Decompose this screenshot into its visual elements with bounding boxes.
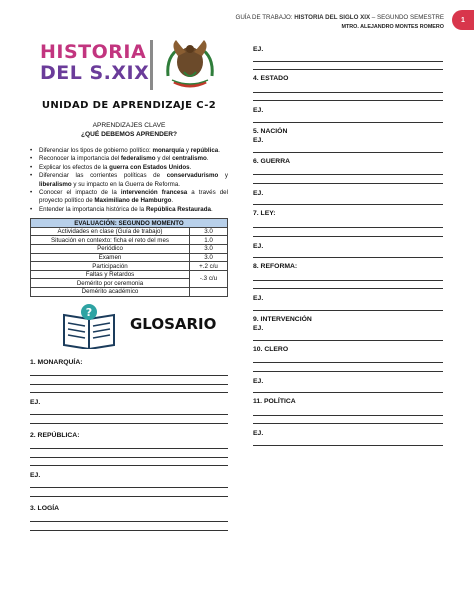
table-cell: 3.0	[190, 253, 228, 262]
header-title: GUÍA DE TRABAJO: HISTORIA DEL SIGLO XIX – SEGUNDO SEMESTRE	[235, 14, 444, 21]
table-row	[31, 262, 228, 271]
table-row	[31, 245, 228, 254]
example-lines[interactable]	[253, 250, 443, 259]
table-cell: -.3 c/u	[190, 270, 228, 287]
example-label: EJ.	[253, 430, 264, 438]
answer-lines[interactable]	[253, 219, 443, 236]
answer-lines[interactable]	[253, 355, 443, 372]
example-lines[interactable]	[253, 332, 443, 341]
answer-lines[interactable]	[30, 368, 228, 394]
mexican-eagle-seal-icon	[160, 36, 220, 94]
term-label: 9. INTERVENCIÓN	[253, 315, 312, 323]
example-label: EJ.	[253, 295, 264, 303]
example-label: EJ.	[253, 324, 264, 332]
table-cell: Periódico	[31, 245, 190, 254]
page-number-badge: 1	[452, 10, 474, 30]
term-estado	[253, 75, 443, 123]
example-lines[interactable]	[253, 53, 443, 70]
list-item: • Entender la importancia histórica de la República Restaurada.	[30, 206, 228, 214]
table-cell: Actividades en clase (Guía de trabajo)	[31, 227, 190, 236]
example-label: EJ.	[253, 46, 264, 53]
key-learnings-label: APRENDIZAJES CLAVE	[92, 122, 166, 129]
term-label: 10. CLERO	[253, 345, 289, 353]
term-label: 7. LEY:	[253, 210, 276, 218]
logo-line1: HISTORIA	[40, 41, 147, 63]
term-guerra	[253, 158, 443, 206]
left-column	[30, 34, 228, 531]
table-row	[31, 236, 228, 245]
key-learnings-question: ¿QUÉ DEBEMOS APRENDER?	[80, 131, 178, 138]
table-cell: Examen	[31, 253, 190, 262]
table-row	[31, 227, 228, 236]
table-row	[31, 270, 228, 279]
logo-divider	[150, 40, 153, 90]
answer-lines[interactable]	[253, 167, 443, 184]
list-item: • Diferenciar las corrientes políticas de conservadurismo y liberalismo y su impacto en la Guerra de Reforma.	[30, 172, 228, 189]
table-cell	[190, 288, 228, 297]
example-label: EJ.	[253, 242, 264, 250]
term-label: 6. GUERRA	[253, 157, 291, 165]
term-label: 1. MONARQUÍA:	[30, 358, 83, 366]
term-label: 5. NACIÓN	[253, 127, 288, 135]
list-item: • Reconocer la importancia del federalismo y del centralismo.	[30, 155, 228, 163]
key-learnings-heading	[30, 121, 228, 139]
objectives-list	[30, 147, 228, 214]
example-lines[interactable]	[253, 114, 443, 123]
glossary-title: GLOSARIO	[130, 314, 217, 333]
term-clero	[253, 346, 443, 394]
example-label: EJ.	[253, 136, 264, 144]
term-ley	[253, 210, 443, 258]
example-label: EJ.	[253, 377, 264, 385]
open-book-icon	[60, 303, 118, 349]
term-republica	[30, 432, 228, 497]
list-item: • Diferenciar los tipos de gobierno político: monarquía y república.	[30, 147, 228, 155]
list-item: • Explicar los efectos de la guerra con Estados Unidos.	[30, 164, 228, 172]
term-label: 8. REFORMA:	[253, 263, 298, 271]
term-reforma	[253, 263, 443, 311]
course-logo	[40, 42, 149, 84]
table-row	[31, 253, 228, 262]
evaluation-heading: EVALUACIÓN: SEGUNDO MOMENTO	[31, 219, 228, 228]
right-column	[253, 40, 443, 446]
example-lines[interactable]	[253, 144, 443, 153]
svg-text:?: ?	[85, 305, 93, 319]
table-cell: Faltas y Retardos	[31, 270, 190, 279]
term-nacion	[253, 128, 443, 153]
table-cell: 3.0	[190, 227, 228, 236]
table-row	[31, 288, 228, 297]
example-label: EJ.	[253, 107, 264, 115]
term-label: 3. LOGÍA	[30, 504, 60, 512]
term-logia	[30, 505, 228, 531]
unit-title: UNIDAD DE APRENDIZAJE C-2	[41, 100, 217, 111]
table-cell: 3.0	[190, 245, 228, 254]
answer-lines[interactable]	[253, 272, 443, 289]
example-lines[interactable]	[253, 302, 443, 311]
answer-lines[interactable]	[30, 514, 228, 531]
logo-line2: DEL S.XIX	[40, 62, 150, 84]
term-label: 11. POLÍTICA	[253, 398, 296, 406]
answer-lines[interactable]	[30, 441, 228, 467]
example-lines[interactable]	[253, 437, 443, 446]
answer-lines[interactable]	[253, 84, 443, 101]
table-cell: +.2 c/u	[190, 262, 228, 271]
logo-row	[30, 34, 228, 96]
table-cell: 1.0	[190, 236, 228, 245]
term-intervencion	[253, 316, 443, 341]
answer-lines[interactable]	[253, 407, 443, 424]
table-cell: Participación	[31, 262, 190, 271]
glossary-header	[30, 303, 228, 351]
table-cell: Situación en contexto: ficha el reto del mes	[31, 236, 190, 245]
example-lines[interactable]	[253, 197, 443, 206]
term-monarquia	[30, 359, 228, 424]
table-cell: Demérito por ceremonia	[31, 279, 190, 288]
table-cell: Demérito académico	[31, 288, 190, 297]
term-politica	[253, 398, 443, 446]
example-label: EJ.	[253, 189, 264, 197]
list-item: • Conocer el impacto de la intervención francesa a través del proyecto político de Maximiliano de Hamburgo.	[30, 189, 228, 206]
example-lines[interactable]	[30, 406, 228, 423]
example-label: EJ.	[30, 399, 41, 407]
term-label: 2. REPÚBLICA:	[30, 431, 80, 439]
term-label: 4. ESTADO	[253, 75, 289, 83]
evaluation-table	[30, 218, 228, 296]
example-lines[interactable]	[30, 479, 228, 496]
example-label: EJ.	[30, 472, 41, 480]
header-teacher: MTRO. ALEJANDRO MONTES ROMERO	[341, 24, 444, 30]
example-lines[interactable]	[253, 385, 443, 394]
